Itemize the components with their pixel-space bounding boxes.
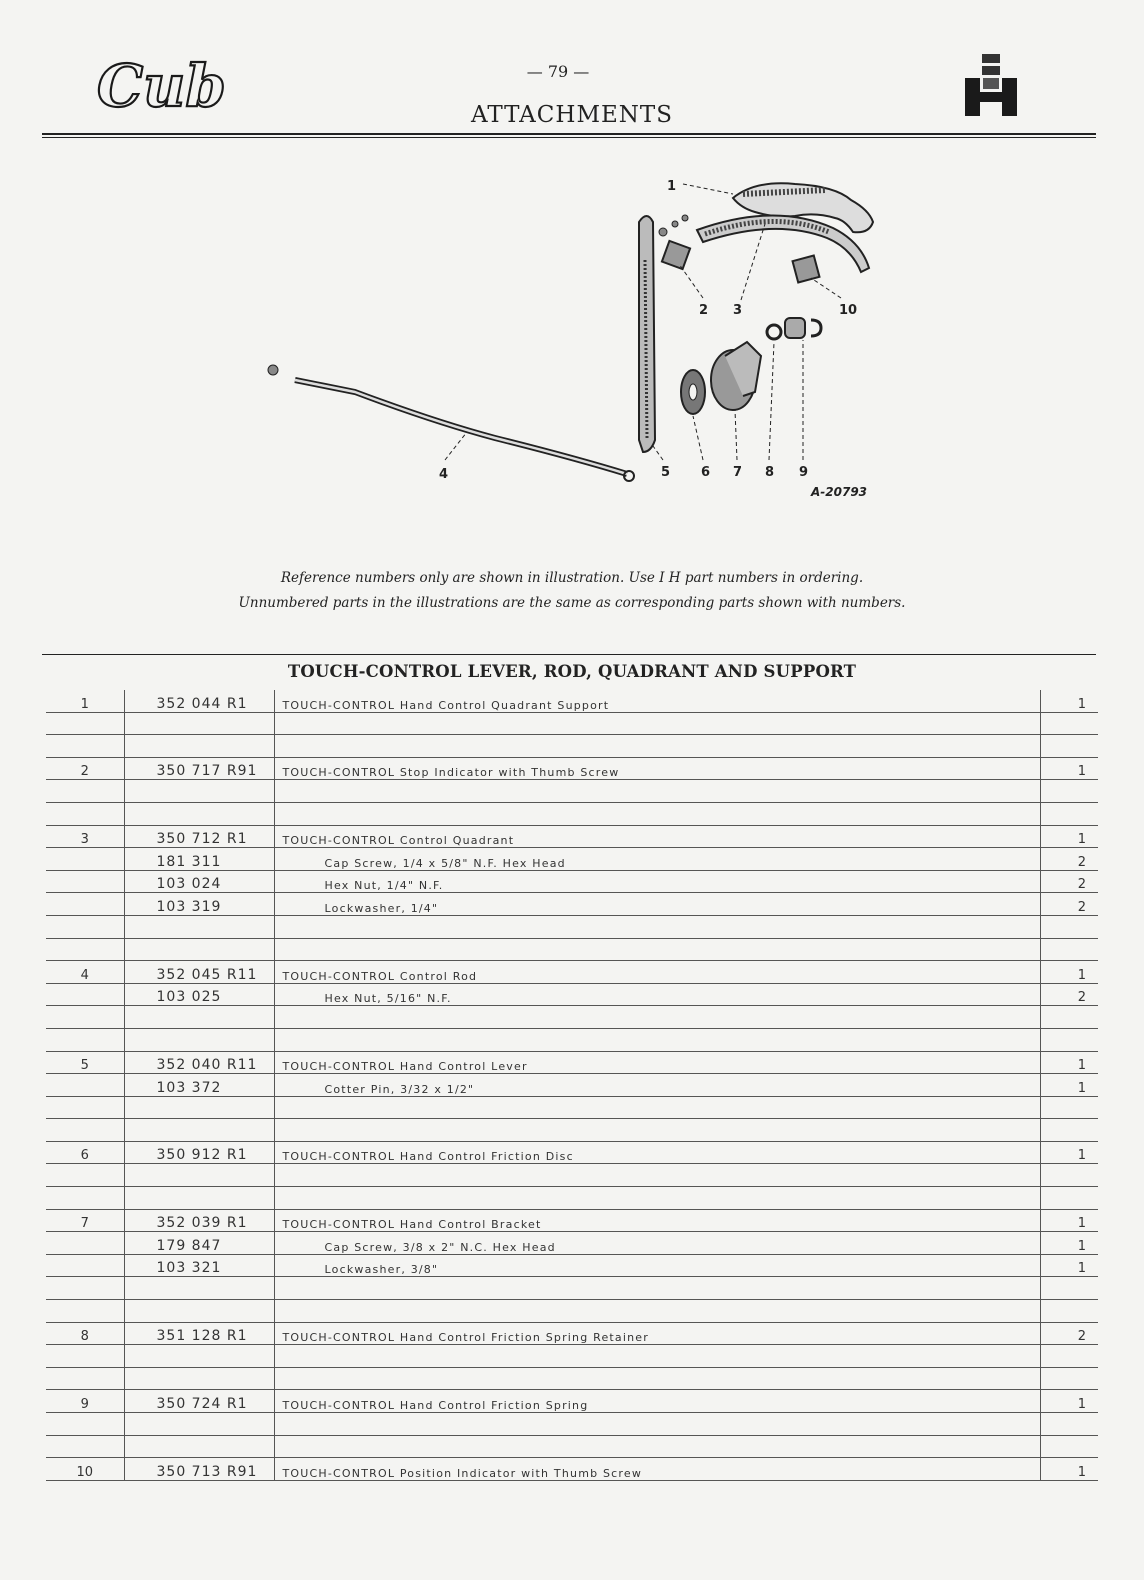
table-row [46,983,1098,1006]
part-9-spring [785,318,821,338]
callout-6: 6 [701,465,711,480]
table-row [46,757,1098,780]
quantity-cell [1040,1345,1098,1368]
part-6-friction-disc [681,370,705,414]
quantity-cell: 1 [1040,1232,1098,1255]
ih-mark-text: IH [986,107,996,116]
description-cell [274,1006,1040,1029]
table-row [46,893,1098,916]
ref-number-cell: 8 [46,1322,124,1345]
part-number-cell [124,938,274,961]
section-title: TOUCH-CONTROL LEVER, ROD, QUADRANT AND SUPPORT [287,662,857,681]
quantity-cell: 2 [1040,848,1098,871]
description-cell [274,1345,1040,1368]
ref-number-cell: 6 [46,1141,124,1164]
callout-4: 4 [439,467,449,482]
description-cell [274,938,1040,961]
part-number-cell: 352 045 R11 [124,961,274,984]
quantity-cell: 1 [1040,757,1098,780]
description-cell: Cotter Pin, 3/32 x 1/2" [274,1074,1040,1097]
quantity-cell [1040,1096,1098,1119]
header-rule-bottom [42,137,1096,138]
description-cell [274,1435,1040,1458]
ref-number-cell: 4 [46,961,124,984]
table-row [46,802,1098,825]
callout-7: 7 [733,465,743,480]
table-row [46,1413,1098,1436]
quantity-cell [1040,1367,1098,1390]
table-row [46,1028,1098,1051]
table-row [46,1051,1098,1074]
table-row [46,690,1098,712]
part-number-cell [124,1300,274,1323]
description-cell [274,1028,1040,1051]
quantity-cell: 2 [1040,893,1098,916]
logo-text: Cub [97,52,226,120]
part-number-cell: 181 311 [124,848,274,871]
ref-number-cell [46,848,124,871]
quantity-cell [1040,1413,1098,1436]
quantity-cell [1040,1187,1098,1210]
parts-table-body [46,690,1098,1480]
ref-number-cell: 5 [46,1051,124,1074]
table-row [46,1209,1098,1232]
table-row [46,1277,1098,1300]
ref-number-cell [46,1074,124,1097]
section-rule [42,654,1096,655]
description-cell: TOUCH-CONTROL Hand Control Bracket [274,1209,1040,1232]
ref-number-cell: 3 [46,825,124,848]
part-number-cell: 103 372 [124,1074,274,1097]
ref-number-cell [46,1413,124,1436]
table-row [46,1232,1098,1255]
description-cell [274,1367,1040,1390]
table-row [46,1141,1098,1164]
description-cell: Lockwasher, 3/8" [274,1254,1040,1277]
description-cell [274,915,1040,938]
description-cell [274,802,1040,825]
quantity-cell [1040,1006,1098,1029]
callout-3: 3 [733,303,743,318]
table-row [46,1300,1098,1323]
part-number-cell [124,1367,274,1390]
table-row [46,1096,1098,1119]
ref-number-cell: 2 [46,757,124,780]
part-number-cell: 103 025 [124,983,274,1006]
parts-diagram [255,160,885,509]
description-cell [274,1096,1040,1119]
description-cell [274,1119,1040,1142]
description-cell [274,1413,1040,1436]
table-row [46,1164,1098,1187]
description-cell: TOUCH-CONTROL Control Quadrant [274,825,1040,848]
part-number-cell: 351 128 R1 [124,1322,274,1345]
description-cell [274,1277,1040,1300]
ref-number-cell [46,983,124,1006]
description-cell: Cap Screw, 3/8 x 2" N.C. Hex Head [274,1232,1040,1255]
quantity-cell [1040,735,1098,758]
ref-number-cell [46,1254,124,1277]
callout-9: 9 [799,465,809,480]
table-row [46,735,1098,758]
quantity-cell: 1 [1040,825,1098,848]
header-rule-top [42,133,1096,135]
description-cell [274,735,1040,758]
part-number-cell: 352 044 R1 [124,690,274,712]
part-3-quadrant [697,215,869,272]
part-number-cell: 103 321 [124,1254,274,1277]
ref-number-cell [46,1006,124,1029]
ref-number-cell [46,712,124,735]
quantity-cell [1040,1300,1098,1323]
table-row [46,915,1098,938]
table-row [46,1322,1098,1345]
part-number-cell: 103 319 [124,893,274,916]
part-10-position-indicator [793,256,820,283]
quantity-cell [1040,1277,1098,1300]
callout-5: 5 [661,465,671,480]
ref-number-cell: 7 [46,1209,124,1232]
quantity-cell: 1 [1040,1141,1098,1164]
table-row [46,1006,1098,1029]
table-row [46,961,1098,984]
quantity-cell [1040,1119,1098,1142]
description-cell [274,1300,1040,1323]
ih-emblem [963,54,1019,118]
page-title: ATTACHMENTS [470,102,674,128]
ih-logo [963,54,1019,122]
description-cell: Cap Screw, 1/4 x 5/8" N.F. Hex Head [274,848,1040,871]
ref-number-cell [46,1028,124,1051]
part-number-cell [124,1435,274,1458]
part-number-cell: 350 912 R1 [124,1141,274,1164]
table-row [46,1345,1098,1368]
exploded-view [255,160,885,505]
description-cell [274,780,1040,803]
description-cell: TOUCH-CONTROL Hand Control Friction Spring Retainer [274,1322,1040,1345]
ref-number-cell [46,1300,124,1323]
description-cell: TOUCH-CONTROL Hand Control Friction Disc [274,1141,1040,1164]
description-cell: TOUCH-CONTROL Hand Control Lever [274,1051,1040,1074]
description-cell: Hex Nut, 1/4" N.F. [274,870,1040,893]
part-number-cell: 352 040 R11 [124,1051,274,1074]
figure-id: A-20793 [811,485,868,499]
quantity-cell: 2 [1040,983,1098,1006]
quantity-cell [1040,780,1098,803]
quantity-cell: 1 [1040,1390,1098,1413]
parts-table [46,690,1098,1481]
table-row [46,1119,1098,1142]
part-number-cell [124,1164,274,1187]
description-cell: TOUCH-CONTROL Control Rod [274,961,1040,984]
part-7-bracket [711,342,761,410]
ref-number-cell [46,1277,124,1300]
quantity-cell: 1 [1040,1209,1098,1232]
part-number-cell [124,1096,274,1119]
ref-number-cell: 9 [46,1390,124,1413]
table-row [46,825,1098,848]
ref-number-cell: 1 [46,690,124,712]
part-number-cell [124,712,274,735]
ref-number-cell [46,938,124,961]
ref-number-cell: 10 [46,1458,124,1481]
part-number-cell: 350 717 R91 [124,757,274,780]
quantity-cell [1040,1164,1098,1187]
table-row [46,1254,1098,1277]
part-number-cell [124,1006,274,1029]
ref-number-cell [46,1119,124,1142]
ref-number-cell [46,780,124,803]
table-row [46,938,1098,961]
quantity-cell [1040,1435,1098,1458]
ref-number-cell [46,870,124,893]
part-number-cell [124,1028,274,1051]
part-number-cell: 350 724 R1 [124,1390,274,1413]
table-row [46,848,1098,871]
table-row [46,1074,1098,1097]
description-cell: TOUCH-CONTROL Hand Control Friction Spring [274,1390,1040,1413]
description-cell [274,712,1040,735]
description-cell: Lockwasher, 1/4" [274,893,1040,916]
part-number-cell: 352 039 R1 [124,1209,274,1232]
description-cell: TOUCH-CONTROL Position Indicator with Thumb Screw [274,1458,1040,1481]
table-row [46,1187,1098,1210]
quantity-cell: 1 [1040,961,1098,984]
quantity-cell: 2 [1040,1322,1098,1345]
table-row [46,780,1098,803]
quantity-cell: 1 [1040,1051,1098,1074]
ref-number-cell [46,1345,124,1368]
part-8-retainer [767,325,781,339]
table-row [46,712,1098,735]
ref-number-cell [46,1187,124,1210]
note-line-2: Unnumbered parts in the illustrations are the same as corresponding parts shown with numbers. [238,595,906,611]
quantity-cell: 2 [1040,870,1098,893]
part-2-stop-indicator [662,241,690,269]
part-number-cell [124,1345,274,1368]
quantity-cell [1040,938,1098,961]
quantity-cell: 1 [1040,690,1098,712]
part-5-lever [639,216,655,452]
description-cell: Hex Nut, 5/16" N.F. [274,983,1040,1006]
ref-number-cell [46,893,124,916]
description-cell [274,1164,1040,1187]
quantity-cell: 1 [1040,1074,1098,1097]
ref-number-cell [46,1164,124,1187]
part-number-cell [124,1413,274,1436]
part-number-cell [124,1277,274,1300]
callout-8: 8 [765,465,775,480]
part-number-cell [124,1187,274,1210]
ref-number-cell [46,802,124,825]
ref-number-cell [46,1096,124,1119]
quantity-cell [1040,712,1098,735]
page-number: — 79 — [526,62,590,81]
ref-number-cell [46,915,124,938]
part-number-cell [124,915,274,938]
description-cell: TOUCH-CONTROL Stop Indicator with Thumb Screw [274,757,1040,780]
table-row [46,870,1098,893]
callout-1: 1 [667,179,677,194]
note-line-1: Reference numbers only are shown in illustration. Use I H part numbers in ordering. [280,570,864,586]
ref-number-cell [46,1367,124,1390]
table-row [46,1435,1098,1458]
ref-number-cell [46,1232,124,1255]
description-cell: TOUCH-CONTROL Hand Control Quadrant Support [274,690,1040,712]
quantity-cell [1040,1028,1098,1051]
part-4-rod [268,365,634,481]
callout-10: 10 [839,303,858,318]
callout-2: 2 [699,303,709,318]
part-number-cell [124,802,274,825]
part-number-cell [124,735,274,758]
quantity-cell [1040,802,1098,825]
part-number-cell [124,1119,274,1142]
description-cell [274,1187,1040,1210]
quantity-cell [1040,915,1098,938]
table-row [46,1367,1098,1390]
part-number-cell: 350 713 R91 [124,1458,274,1481]
table-row [46,1390,1098,1413]
part-number-cell [124,780,274,803]
quantity-cell: 1 [1040,1458,1098,1481]
ref-number-cell [46,1435,124,1458]
part-number-cell: 179 847 [124,1232,274,1255]
quantity-cell: 1 [1040,1254,1098,1277]
part-number-cell: 350 712 R1 [124,825,274,848]
ref-number-cell [46,735,124,758]
table-row [46,1458,1098,1481]
part-number-cell: 103 024 [124,870,274,893]
